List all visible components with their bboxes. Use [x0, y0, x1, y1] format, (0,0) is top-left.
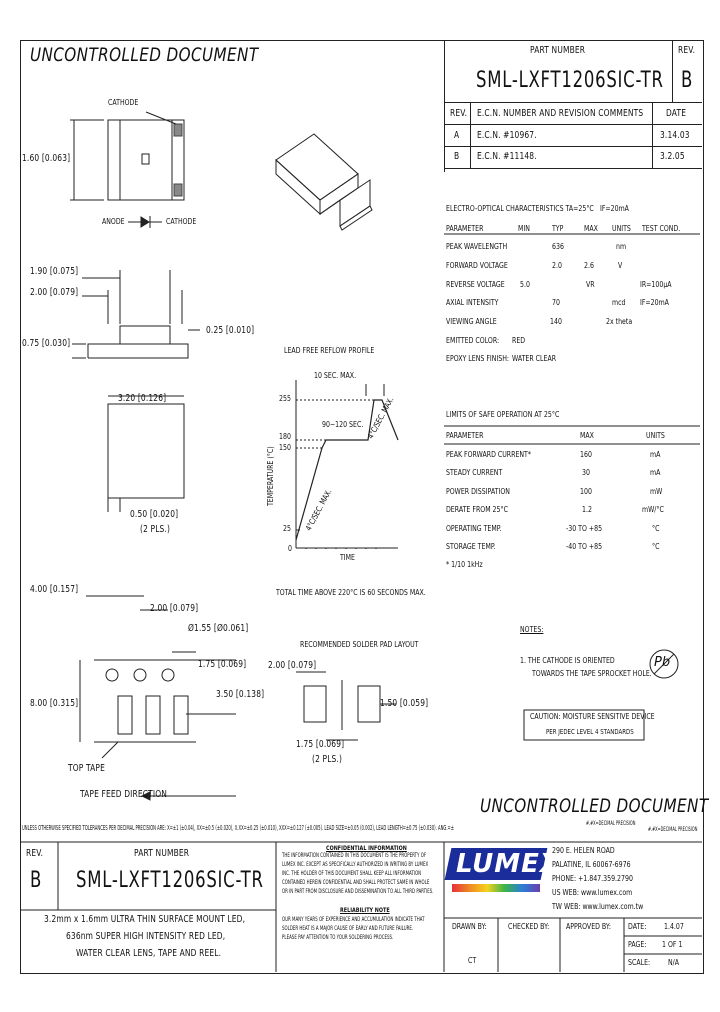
limits-h-max: MAX — [580, 431, 594, 440]
reliability-line-3: PLEASE PAY ATTENTION TO YOUR SOLDERING PROCESS. — [282, 934, 394, 941]
two-pls-a: (2 PLS.) — [140, 524, 171, 535]
drawn-by-label: DRAWN BY: — [452, 922, 487, 931]
eo-r4-units: 2x theta — [606, 317, 633, 326]
pad-two-pls: (2 PLS.) — [312, 754, 343, 765]
tolerance-right-2: #.#X=DECIMAL PRECISION — [648, 826, 698, 833]
eo-r4-typ: 140 — [550, 317, 562, 326]
drawn-by-value: CT — [468, 956, 477, 965]
limits-footnote: * 1/10 1kHz — [446, 560, 483, 569]
note-1a: 1. THE CATHODE IS ORIENTED — [520, 656, 615, 665]
dim-050: 0.50 [0.020] — [130, 509, 179, 520]
rev-a: A — [454, 130, 460, 141]
date-value: 1.4.07 — [664, 922, 684, 931]
reflow-title: LEAD FREE REFLOW PROFILE — [284, 346, 375, 355]
eo-h-cond: TEST COND. — [642, 224, 681, 233]
reflow-xlabel: TIME — [340, 553, 355, 562]
top-tape-label: TOP TAPE — [68, 763, 105, 774]
pb-free-mark: Pb — [654, 655, 671, 670]
reflow-ylabel: TEMPERATURE (°C) — [266, 446, 275, 506]
reflow-tick-255: 255 — [279, 394, 291, 403]
limits-r1-max: 30 — [582, 468, 590, 477]
rev-b-date: 3.2.05 — [660, 151, 685, 162]
scale-value: N/A — [668, 958, 680, 967]
eo-r0-units: nm — [616, 242, 627, 251]
eo-r3-typ: 70 — [552, 298, 560, 307]
logo-rainbow — [452, 884, 540, 892]
date-label: DATE: — [628, 922, 647, 931]
eo-r1-param: FORWARD VOLTAGE — [446, 261, 508, 270]
iso-lead — [340, 180, 370, 226]
cathode-mark-top — [174, 124, 182, 136]
eo-h-min: MIN — [518, 224, 530, 233]
reflow-tick-25: 25 — [283, 524, 291, 533]
reliability-line-1: OUR MANY YEARS OF EXPERIENCE AND ACCUMULATION INDICATE THAT — [282, 916, 425, 923]
dim-800: 8.00 [0.315] — [30, 698, 79, 709]
rev-a-date: 3.14.03 — [660, 130, 690, 141]
limits-r2-max: 100 — [580, 487, 592, 496]
dim-025: 0.25 [0.010] — [206, 325, 255, 336]
pocket-1 — [118, 696, 132, 734]
limits-r4-max: -30 TO +85 — [566, 524, 603, 533]
dim-400: 4.00 [0.157] — [30, 584, 79, 595]
eo-r1-units: V — [618, 261, 623, 270]
limits-r0-max: 160 — [580, 450, 592, 459]
pocket-3 — [174, 696, 188, 734]
reflow-tick-0: 0 — [288, 544, 292, 553]
reflow-10-sec: 10 SEC. MAX. — [314, 371, 357, 380]
lumex-logo — [448, 846, 561, 896]
eo-r3-units: mcd — [612, 298, 626, 307]
address-3: PHONE: +1.847.359.2790 — [552, 874, 633, 883]
rev-value-header: B — [681, 68, 694, 93]
eo-r0-param: PEAK WAVELENGTH — [446, 242, 508, 251]
tape-feed-label: TAPE FEED DIRECTION — [80, 789, 168, 800]
tb-desc-3: WATER CLEAR LENS, TAPE AND REEL. — [76, 948, 222, 959]
eo-r5-val: RED — [512, 336, 526, 345]
dim-200b: 2.00 [0.079] — [150, 603, 199, 614]
rev-col-header: REV. — [450, 108, 468, 119]
limits-r1-param: STEADY CURRENT — [446, 468, 503, 477]
tb-desc-1: 3.2mm x 1.6mm ULTRA THIN SURFACE MOUNT LED, — [44, 914, 246, 925]
limits-r3-param: DERATE FROM 25°C — [446, 505, 508, 514]
confidential-line-3: INC. THE HOLDER OF THIS DOCUMENT SHALL KEEP ALL INFORMATION — [282, 870, 422, 877]
caution-sub: PER JEDEC LEVEL 4 STANDARDS — [546, 728, 634, 736]
eo-r2-cond: IR=100µA — [640, 280, 672, 289]
dim-075: 0.75 [0.030] — [22, 338, 71, 349]
sprocket-hole-1 — [106, 669, 118, 681]
limits-r2-units: mW — [650, 487, 663, 496]
cathode-mark-bottom — [174, 184, 182, 196]
reflow-slope-up: 4°C/SEC. MAX. — [304, 487, 334, 533]
iso-top — [276, 134, 358, 200]
side-view-body — [88, 326, 188, 358]
limits-r5-param: STORAGE TEMP. — [446, 542, 496, 551]
address-4: US WEB: www.lumex.com — [552, 888, 633, 897]
confidential-line-5: OR IN PART FROM DISCLOSURE AND DISSEMINATION TO ALL THIRD PARTIES. — [282, 888, 434, 895]
eo-r2-param: REVERSE VOLTAGE — [446, 280, 505, 289]
solder-pad-title: RECOMMENDED SOLDER PAD LAYOUT — [300, 640, 419, 649]
address-5: TW WEB: www.lumex.com.tw — [552, 902, 644, 911]
limits-r5-units: °C — [652, 542, 660, 551]
cathode-label: CATHODE — [108, 98, 139, 107]
address-1: 290 E. HELEN ROAD — [552, 846, 615, 855]
page-value: 1 OF 1 — [662, 940, 683, 949]
pad-dim-150: 1.50 [0.059] — [380, 698, 429, 709]
limits-h-units: UNITS — [646, 431, 665, 440]
eo-r3-cond: IF=20mA — [640, 298, 669, 307]
part-number-header: SML-LXFT1206SIC-TR — [476, 68, 664, 93]
caution-text: CAUTION: MOISTURE SENSITIVE DEVICE — [530, 712, 655, 721]
part-number-label: PART NUMBER — [530, 45, 586, 56]
eo-r5-param: EMITTED COLOR: — [446, 336, 500, 345]
ecn-col-header: E.C.N. NUMBER AND REVISION COMMENTS — [477, 108, 644, 119]
tolerance-right-1: #.#X=DECIMAL PRECISION — [586, 820, 636, 827]
dim-350: 3.50 [0.138] — [216, 689, 265, 700]
limits-r4-param: OPERATING TEMP. — [446, 524, 502, 533]
reliability-line-2: SOLDER HEAT IS A MAJOR CAUSE OF EARLY AND FUTURE FAILURE. — [282, 925, 414, 932]
reflow-window: 90~120 SEC. — [322, 420, 364, 429]
eo-r3-param: AXIAL INTENSITY — [446, 298, 499, 307]
sprocket-hole-3 — [162, 669, 174, 681]
dim-155: Ø1.55 [Ø0.061] — [188, 623, 249, 634]
reflow-slope-down: 4°C/SEC. MAX. — [366, 395, 396, 441]
uncontrolled-stamp-bottom: UNCONTROLLED DOCUMENT — [480, 795, 709, 817]
rev-a-comment: E.C.N. #10967. — [477, 130, 537, 141]
dim-320: 3.20 [0.126] — [118, 393, 167, 404]
solder-pad-left — [304, 686, 326, 722]
tb-part-number: SML-LXFT1206SIC-TR — [76, 868, 264, 893]
limits-title: LIMITS OF SAFE OPERATION AT 25°C — [446, 410, 560, 419]
top-view-body — [108, 120, 184, 200]
dim-190: 1.90 [0.075] — [30, 266, 79, 277]
dim-200a: 2.00 [0.079] — [30, 287, 79, 298]
scale-label: SCALE: — [628, 958, 651, 967]
tb-rev-value: B — [30, 868, 43, 893]
pad-dim-200: 2.00 [0.079] — [268, 660, 317, 671]
address-2: PALATINE, IL 60067-6976 — [552, 860, 631, 869]
anode-label: ANODE — [102, 217, 125, 226]
sprocket-hole-2 — [134, 669, 146, 681]
pad-dim-175: 1.75 [0.069] — [296, 739, 345, 750]
eo-if-note: IF=20mA — [600, 204, 629, 213]
eo-r1-typ: 2.0 — [552, 261, 562, 270]
reliability-title: RELIABILITY NOTE — [340, 906, 390, 914]
limits-r3-units: mW/°C — [642, 505, 664, 514]
page-label: PAGE: — [628, 940, 647, 949]
approved-by-label: APPROVED BY: — [566, 922, 611, 931]
dim-175a: 1.75 [0.069] — [198, 659, 247, 670]
bottom-view-body — [108, 404, 184, 498]
pocket-2 — [146, 696, 160, 734]
eo-h-max: MAX — [584, 224, 598, 233]
tb-part-number-label: PART NUMBER — [134, 848, 190, 859]
tb-desc-2: 636nm SUPER HIGH INTENSITY RED LED, — [66, 931, 226, 942]
limits-r2-param: POWER DISSIPATION — [446, 487, 510, 496]
note-1b: TOWARDS THE TAPE SPROCKET HOLE. — [532, 669, 652, 678]
eo-h-param: PARAMETER — [446, 224, 484, 233]
eo-r6-param: EPOXY LENS FINISH: — [446, 354, 510, 363]
eo-r1-max: 2.6 — [584, 261, 594, 270]
rev-label-header: REV. — [678, 45, 696, 56]
reflow-tick-150: 150 — [279, 443, 291, 452]
checked-by-label: CHECKED BY: — [508, 922, 550, 931]
eo-r6-val: WATER CLEAR — [512, 354, 557, 363]
eo-h-typ: TYP — [552, 224, 564, 233]
eo-r0-typ: 636 — [552, 242, 564, 251]
confidential-line-2: LUMEX INC. EXCEPT AS SPECIFICALLY AUTHORIZED IN WRITING BY LUMEX — [282, 861, 429, 868]
confidential-line-4: CONTAINED HEREIN CONFIDENTIAL AND SHALL PROTECT SAME IN WHOLE — [282, 879, 430, 886]
dim-160: 1.60 [0.063] — [22, 153, 71, 164]
limits-r3-max: 1.2 — [582, 505, 592, 514]
eo-h-units: UNITS — [612, 224, 631, 233]
logo-text: LUMEX — [456, 849, 561, 879]
eo-r2-min: 5.0 — [520, 280, 530, 289]
confidential-title: CONFIDENTIAL INFORMATION — [326, 844, 407, 852]
limits-r5-max: -40 TO +85 — [566, 542, 603, 551]
die — [142, 154, 149, 164]
cathode-symbol-label: CATHODE — [166, 217, 197, 226]
rev-b-comment: E.C.N. #11148. — [477, 151, 537, 162]
rev-b: B — [454, 151, 460, 162]
limits-r1-units: mA — [650, 468, 661, 477]
limits-r0-units: mA — [650, 450, 661, 459]
eo-r4-param: VIEWING ANGLE — [446, 317, 497, 326]
solder-pad-right — [358, 686, 380, 722]
date-col-header: DATE — [666, 108, 687, 119]
notes-title: NOTES: — [520, 625, 544, 634]
limits-h-param: PARAMETER — [446, 431, 484, 440]
reflow-footer: TOTAL TIME ABOVE 220°C IS 60 SECONDS MAX. — [276, 588, 426, 597]
eo-title: ELECTRO-OPTICAL CHARACTERISTICS TA=25°C — [446, 204, 594, 213]
reflow-tick-180: 180 — [279, 432, 291, 441]
confidential-line-1: THE INFORMATION CONTAINED IN THIS DOCUMENT IS THE PROPERTY OF — [282, 852, 427, 859]
eo-r2-units: VR — [586, 280, 595, 289]
uncontrolled-stamp-top: UNCONTROLLED DOCUMENT — [30, 44, 259, 66]
tb-rev-label: REV. — [26, 848, 44, 859]
limits-r4-units: °C — [652, 524, 660, 533]
limits-r0-param: PEAK FORWARD CURRENT* — [446, 450, 531, 459]
tolerance-text: UNLESS OTHERWISE SPECIFIED TOLERANCES PER DECIMAL PRECISION ARE: X=±1 (±0.04), XX=±0.5 (±0.020), X.XX=±0.25 (±0.010), XXX=±0.127 (±0.005). LEAD SIZE=±0.05 (0.002), LEAD LENGTH=±0.75 (±0.030). ANG.=± — [22, 824, 454, 832]
